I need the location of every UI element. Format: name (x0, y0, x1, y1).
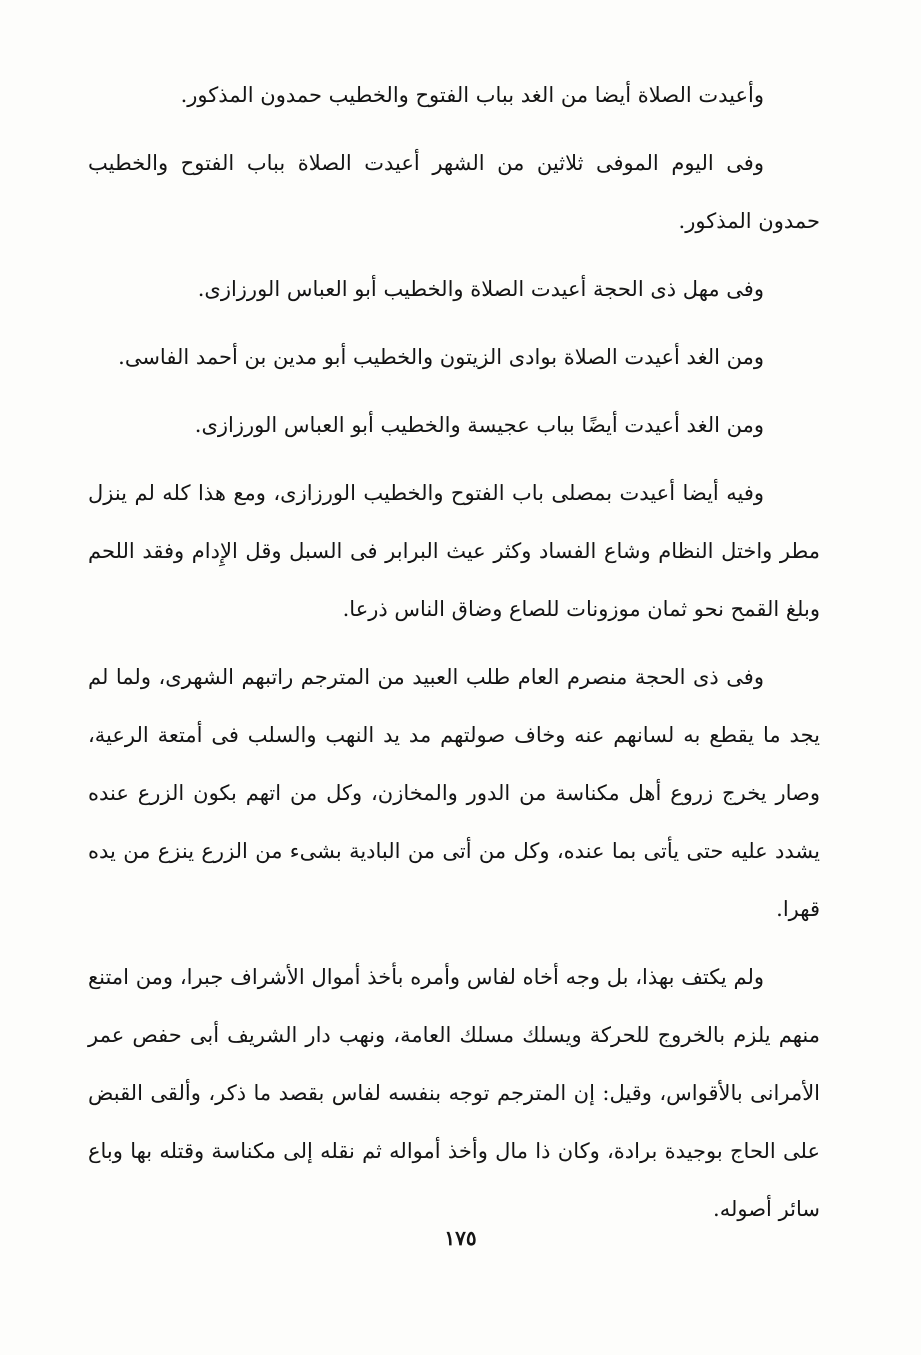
paragraph-2: وفى اليوم الموفى ثلاثين من الشهر أعيدت الصلاة بباب الفتوح والخطيب حمدون المذكور. (88, 151, 820, 233)
paragraph-5: ومن الغد أعيدت أيضًا بباب عجيسة والخطيب أبو العباس الورزازى. (194, 413, 764, 437)
body-text (88, 66, 820, 1248)
paragraph-4: ومن الغد أعيدت الصلاة بوادى الزيتون والخطيب أبو مدين بن أحمد الفاسى. (118, 345, 764, 369)
page-number: ١٧٥ (444, 1226, 477, 1250)
paragraph-8: ولم يكتف بهذا، بل وجه أخاه لفاس وأمره بأخذ أموال الأشراف جبرا، ومن امتنع منهم يلزم بالخروج للحركة ويسلك مسلك العامة، ونهب دار الشريف أبى حفص عمر الأمرانى بالأقواس، وقيل: إن المترجم توجه بنفسه لفاس بقصد ما ذكر، وألقى القبض على الحاج بوجيدة برادة، وكان ذا مال وأخذ أمواله ثم نقله إلى مكناسة وقتله بها وباع سائر أصوله. (88, 965, 820, 1221)
paragraph-1: وأعيدت الصلاة أيضا من الغد بباب الفتوح والخطيب حمدون المذكور. (180, 83, 764, 107)
paragraph-3: وفى مهل ذى الحجة أعيدت الصلاة والخطيب أبو العباس الورزازى. (197, 277, 764, 301)
paragraph-7: وفى ذى الحجة منصرم العام طلب العبيد من المترجم راتبهم الشهرى، ولما لم يجد ما يقطع به لسانهم عنه وخاف صولتهم مد يد النهب والسلب فى أمتعة الرعية، وصار يخرج زروع أهل مكناسة من الدور والمخازن، وكل من اتهم بكون الزرع عنده يشدد عليه حتى يأتى بما عنده، وكل من أتى من البادية بشىء من الزرع ينزع من يده قهرا. (88, 665, 820, 921)
paragraph-6: وفيه أيضا أعيدت بمصلى باب الفتوح والخطيب الورزازى، ومع هذا كله لم ينزل مطر واختل النظام وشاع الفساد وكثر عيث البرابر فى السبل وقل الإِدام وفقد اللحم وبلغ القمح نحو ثمان موزونات للصاع وضاق الناس ذرعا. (88, 481, 820, 621)
